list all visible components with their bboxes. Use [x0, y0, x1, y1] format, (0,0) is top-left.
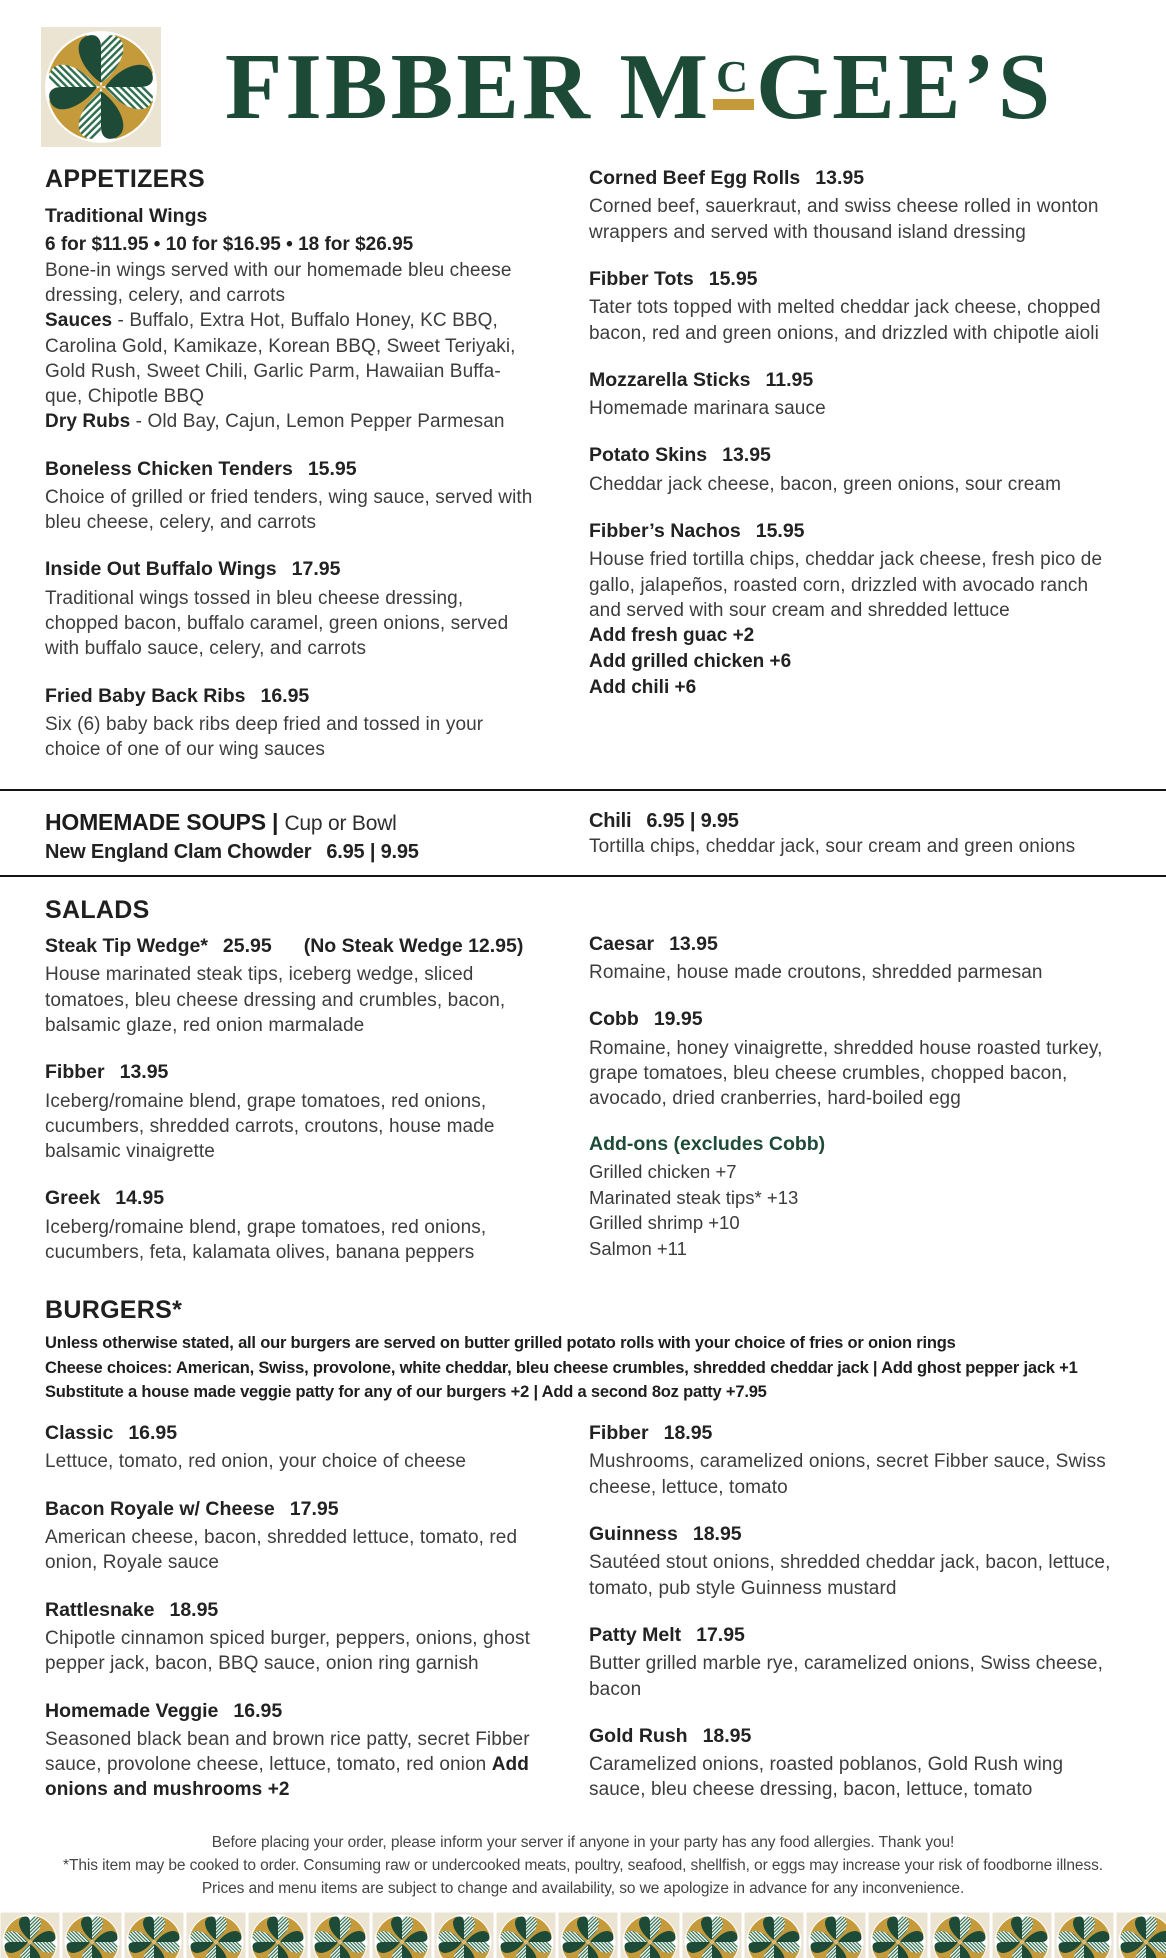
menu-item: [589, 368, 1125, 422]
soups-title-text: HOMEMADE SOUPS |: [45, 808, 279, 835]
item-header: [589, 1421, 1125, 1445]
shamrock-tile-icon: [1116, 1912, 1166, 1958]
item-name: Greek: [45, 1187, 101, 1210]
item-header: [589, 809, 1125, 834]
menu-item: [45, 1421, 537, 1475]
item-description: Traditional wings tossed in bleu cheese dressing, chopped bacon, buffalo caramel, green onions, served with buffalo sauce, celery, and carrots: [45, 587, 509, 660]
shamrock-tile-icon: [248, 1912, 308, 1958]
item-addon-line: Add fresh guac +2: [589, 625, 755, 647]
item-price: 16.95: [233, 1699, 283, 1722]
salads-title: SALADS: [45, 895, 150, 924]
item-name: Patty Melt: [589, 1623, 682, 1646]
item-header: [45, 1598, 537, 1622]
item-header: [45, 1497, 537, 1521]
item-header: [589, 519, 1125, 543]
item-name: Fibber: [45, 1061, 105, 1084]
item-price: 15.95: [755, 520, 805, 543]
menu-item: [589, 519, 1125, 701]
menu-item: [45, 457, 537, 536]
item-header: [45, 934, 537, 958]
menu-item: [45, 1060, 537, 1164]
item-name: Cobb: [589, 1008, 639, 1031]
text-line: Substitute a house made veggie patty for any of our burgers +2 | Add a second 8oz patty +7.95: [45, 1383, 767, 1402]
item-name: Mozzarella Sticks: [589, 368, 751, 391]
item-price-options: 6 for $11.95 • 10 for $16.95 • 18 for $26.95: [45, 233, 414, 255]
item-name: Classic: [45, 1422, 114, 1445]
item-header: [589, 1522, 1125, 1546]
item-name: Steak Tip Wedge*: [45, 935, 208, 958]
item-name: Corned Beef Egg Rolls: [589, 167, 801, 189]
salads-section: [0, 877, 1166, 1292]
item-header: [45, 1421, 537, 1445]
item-header: [589, 1724, 1125, 1748]
item-name: Fibber Tots: [589, 267, 694, 290]
item-description: Chipotle cinnamon spiced burger, peppers, onions, ghost pepper jack, bacon, BBQ sauce, onion ring garnish: [45, 1627, 531, 1675]
shamrock-tile-icon: [806, 1912, 866, 1958]
item-header: [589, 932, 1125, 956]
item-header: [45, 1186, 537, 1210]
menu-item: [589, 1007, 1125, 1111]
superscript-c: C: [713, 57, 754, 111]
item-addon-inline: Add onions and mushrooms +2: [45, 1754, 529, 1801]
shamrock-tile-icon: [310, 1912, 370, 1958]
item-price: 11.95: [765, 368, 814, 391]
item-description: Choice of grilled or fried tenders, wing sauce, served with bleu cheese, celery, and carrots: [45, 486, 533, 534]
item-option-line: Dry Rubs - Old Bay, Cajun, Lemon Pepper Parmesan: [45, 411, 505, 433]
item-description: Seasoned black bean and brown rice patty, secret Fibber sauce, provolone cheese, lettuce, tomato, red onion Add onions and mushrooms +2: [45, 1728, 530, 1801]
soups-left-items: [45, 840, 537, 865]
item-price: 13.95: [119, 1061, 169, 1084]
item-price: 15.95: [708, 267, 758, 290]
item-header: [45, 840, 537, 865]
item-description: Homemade marinara sauce: [589, 398, 826, 420]
soups-subtitle: Cup or Bowl: [284, 811, 397, 835]
text-line: *This item may be cooked to order. Consuming raw or undercooked meats, poultry, seafood, shellfish, or eggs may increase your risk of foodborne illness.: [63, 1856, 1103, 1874]
item-description: Iceberg/romaine blend, grape tomatoes, red onions, cucumbers, feta, kalamata olives, banana peppers: [45, 1216, 487, 1264]
menu-item: [589, 1421, 1125, 1500]
text-line: Before placing your order, please inform your server if anyone in your party has any food allergies. Thank you!: [211, 1833, 955, 1851]
item-price: 13.95: [722, 444, 771, 467]
salads-right-items: [589, 897, 1125, 1284]
soups-title: [45, 809, 537, 836]
shamrock-logo-icon: [40, 26, 162, 148]
shamrock-tile-icon: [868, 1912, 928, 1958]
addon-line: Grilled chicken +7: [589, 1161, 737, 1183]
burgers-section-header: [0, 1291, 1166, 1405]
menu-item: [45, 684, 537, 763]
menu-item: [589, 1724, 1125, 1803]
item-description: Cheddar jack cheese, bacon, green onions, sour cream: [589, 473, 1062, 495]
item-header: [45, 457, 537, 481]
item-name: Guinness: [589, 1522, 678, 1545]
shamrock-tile-icon: [558, 1912, 618, 1958]
item-description: Six (6) baby back ribs deep fried and tossed in your choice of one of our wing sauces: [45, 714, 484, 761]
shamrock-tile-icon: [62, 1912, 122, 1958]
menu-item: [45, 557, 537, 661]
shamrock-tile-icon: [186, 1912, 246, 1958]
item-name: Caesar: [589, 932, 655, 955]
item-description: Tater tots topped with melted cheddar jack cheese, chopped bacon, red and green onions, and drizzled with chipotle aioli: [589, 297, 1101, 344]
item-header: [589, 1623, 1125, 1647]
soups-left-column: [45, 809, 537, 865]
item-description: Mushrooms, caramelized onions, secret Fibber sauce, Swiss cheese, lettuce, tomato: [589, 1451, 1106, 1498]
item-name: New England Clam Chowder: [45, 840, 312, 863]
shamrock-tile-icon: [496, 1912, 556, 1958]
menu-item: [589, 267, 1125, 346]
item-name: Homemade Veggie: [45, 1699, 219, 1722]
menu-item: [589, 166, 1125, 245]
item-header: [45, 557, 537, 581]
soups-right-items: [589, 809, 1125, 859]
item-price: 13.95: [815, 167, 865, 189]
item-description: Lettuce, tomato, red onion, your choice of cheese: [45, 1451, 467, 1473]
item-header: [589, 443, 1125, 467]
item-header: [589, 166, 1125, 190]
item-description: House fried tortilla chips, cheddar jack cheese, fresh pico de gallo, jalapeños, roasted corn, drizzled with avocado ranch and served with sour cream and shredded lettuce: [589, 549, 1103, 621]
item-price: 18.95: [169, 1598, 219, 1621]
burgers-right-items: [589, 1421, 1125, 1825]
restaurant-name-prefix: FIBBER M: [224, 35, 712, 139]
item-price: 13.95: [669, 932, 718, 955]
item-description: Romaine, house made croutons, shredded parmesan: [589, 961, 1043, 983]
shamrock-tile-icon: [1054, 1912, 1114, 1958]
shamrock-tile-icon: [434, 1912, 494, 1958]
menu-item: [589, 1522, 1125, 1601]
menu-item: [45, 1598, 537, 1677]
menu-item: [45, 1186, 537, 1265]
burgers-section: [0, 1405, 1166, 1825]
option-label: Dry Rubs: [45, 411, 131, 433]
menu-item: [589, 443, 1125, 497]
shamrock-tile-icon: [992, 1912, 1052, 1958]
item-name: Chili: [589, 809, 632, 832]
item-header: [45, 684, 537, 708]
item-addon-line: Add chili +6: [589, 676, 697, 698]
item-name: Gold Rush: [589, 1724, 688, 1747]
item-option-line: Sauces - Buffalo, Extra Hot, Buffalo Honey, KC BBQ, Carolina Gold, Kamikaze, Korean BBQ, Sweet Teriyaki, Gold Rush, Sweet Chili, Garlic Parm, Hawaiian Buffa-que, Chipotle BBQ: [45, 310, 516, 408]
appetizers-right-items: [589, 166, 1125, 723]
item-price: 6.95 | 9.95: [326, 840, 419, 863]
soups-section: [0, 791, 1166, 875]
appetizers-left-items: [45, 204, 537, 763]
item-header: [589, 267, 1125, 291]
restaurant-name: [162, 35, 1126, 139]
menu-item: [589, 1133, 1125, 1261]
shamrock-tile-icon: [620, 1912, 680, 1958]
appetizers-section: [0, 152, 1166, 789]
burgers-intro: [45, 1331, 1125, 1405]
shamrock-tile-icon: [930, 1912, 990, 1958]
menu-header: [0, 0, 1166, 152]
footer-disclaimer: [0, 1825, 1166, 1913]
item-name: Inside Out Buffalo Wings: [45, 558, 277, 581]
item-price: 18.95: [702, 1724, 752, 1747]
item-price: 16.95: [260, 684, 310, 707]
menu-item: [45, 840, 537, 865]
item-note: (No Steak Wedge 12.95): [303, 935, 524, 958]
item-header: [45, 1699, 537, 1723]
item-addon-line: Add grilled chicken +6: [589, 651, 792, 673]
menu-item: [589, 809, 1125, 859]
appetizers-title: APPETIZERS: [45, 165, 205, 193]
item-price: 17.95: [289, 1497, 339, 1520]
addon-line: Marinated steak tips* +13: [589, 1186, 799, 1208]
item-name: Fibber’s Nachos: [589, 520, 741, 543]
shamrock-tile-icon: [682, 1912, 742, 1958]
menu-item: [45, 1497, 537, 1576]
item-description: Bone-in wings served with our homemade bleu cheese dressing, celery, and carrots: [45, 259, 512, 306]
text-line: Cheese choices: American, Swiss, provolone, white cheddar, bleu cheese crumbles, shredded cheddar jack | Add ghost pepper jack +1: [45, 1358, 1078, 1377]
item-description: Butter grilled marble rye, caramelized onions, Swiss cheese, bacon: [589, 1653, 1103, 1700]
item-description: Iceberg/romaine blend, grape tomatoes, red onions, cucumbers, shredded carrots, croutons, house made balsamic vinaigrette: [45, 1090, 495, 1163]
restaurant-name-suffix: GEE’S: [756, 35, 1054, 139]
item-price: 6.95 | 9.95: [646, 809, 739, 832]
item-header: [589, 1007, 1125, 1031]
item-price: 15.95: [307, 457, 357, 480]
menu-item: [589, 932, 1125, 986]
shamrock-tile-icon: [372, 1912, 432, 1958]
shamrock-tile-icon: [744, 1912, 804, 1958]
menu-item: [45, 1699, 537, 1803]
item-price: 18.95: [692, 1522, 742, 1545]
item-price: 17.95: [696, 1623, 745, 1646]
item-name: Potato Skins: [589, 444, 708, 467]
item-header: [589, 368, 1125, 392]
salads-left-column: [45, 897, 537, 1288]
item-name: Boneless Chicken Tenders: [45, 457, 293, 480]
menu-item: [45, 934, 537, 1038]
item-price: 18.95: [663, 1422, 713, 1445]
burgers-left-items: [45, 1421, 537, 1825]
shamrock-border: [0, 1912, 1166, 1958]
addons-header: Add-ons (excludes Cobb): [589, 1133, 826, 1156]
item-price: 14.95: [115, 1187, 165, 1210]
item-price: 19.95: [653, 1008, 703, 1031]
item-name: Fibber: [589, 1422, 649, 1445]
option-label: Sauces: [45, 310, 113, 332]
item-name: Fried Baby Back Ribs: [45, 684, 246, 707]
item-price: 25.95: [222, 935, 272, 958]
item-header: [45, 1060, 537, 1084]
text-line: Prices and menu items are subject to change and availability, so we apologize in advance for any inconvenience.: [201, 1880, 965, 1898]
salads-left-items: [45, 934, 537, 1265]
item-description: Corned beef, sauerkraut, and swiss cheese rolled in wonton wrappers and served with thousand island dressing: [589, 196, 1099, 243]
item-price: 17.95: [291, 558, 341, 581]
menu-item: [589, 1623, 1125, 1702]
addon-line: Grilled shrimp +10: [589, 1212, 740, 1234]
item-name: Bacon Royale w/ Cheese: [45, 1497, 275, 1520]
item-description: Sautéed stout onions, shredded cheddar jack, bacon, lettuce, tomato, pub style Guinness mustard: [589, 1552, 1111, 1599]
item-description: Tortilla chips, cheddar jack, sour cream and green onions: [589, 835, 1076, 857]
appetizers-left-column: [45, 166, 537, 785]
shamrock-tile-icon: [124, 1912, 184, 1958]
item-header: [45, 204, 537, 228]
item-description: Caramelized onions, roasted poblanos, Gold Rush wing sauce, bleu cheese dressing, bacon, lettuce, tomato: [589, 1754, 1064, 1801]
item-description: House marinated steak tips, iceberg wedge, sliced tomatoes, bleu cheese dressing and crumbles, bacon, balsamic glaze, red onion marmalade: [45, 964, 506, 1036]
item-price: 16.95: [128, 1422, 178, 1445]
item-name: Rattlesnake: [45, 1598, 155, 1621]
burgers-title: BURGERS*: [45, 1296, 183, 1325]
item-name: Traditional Wings: [45, 204, 208, 227]
item-description: American cheese, bacon, shredded lettuce, tomato, red onion, Royale sauce: [45, 1527, 518, 1574]
menu-item: [45, 204, 537, 435]
text-line: Unless otherwise stated, all our burgers are served on butter grilled potato rolls with your choice of fries or onion rings: [45, 1333, 956, 1352]
shamrock-tile-icon: [0, 1912, 60, 1958]
item-description: Romaine, honey vinaigrette, shredded house roasted turkey, grape tomatoes, bleu cheese crumbles, chopped bacon, avocado, dried cranberries, hard-boiled egg: [589, 1037, 1103, 1110]
addon-line: Salmon +11: [589, 1237, 687, 1259]
